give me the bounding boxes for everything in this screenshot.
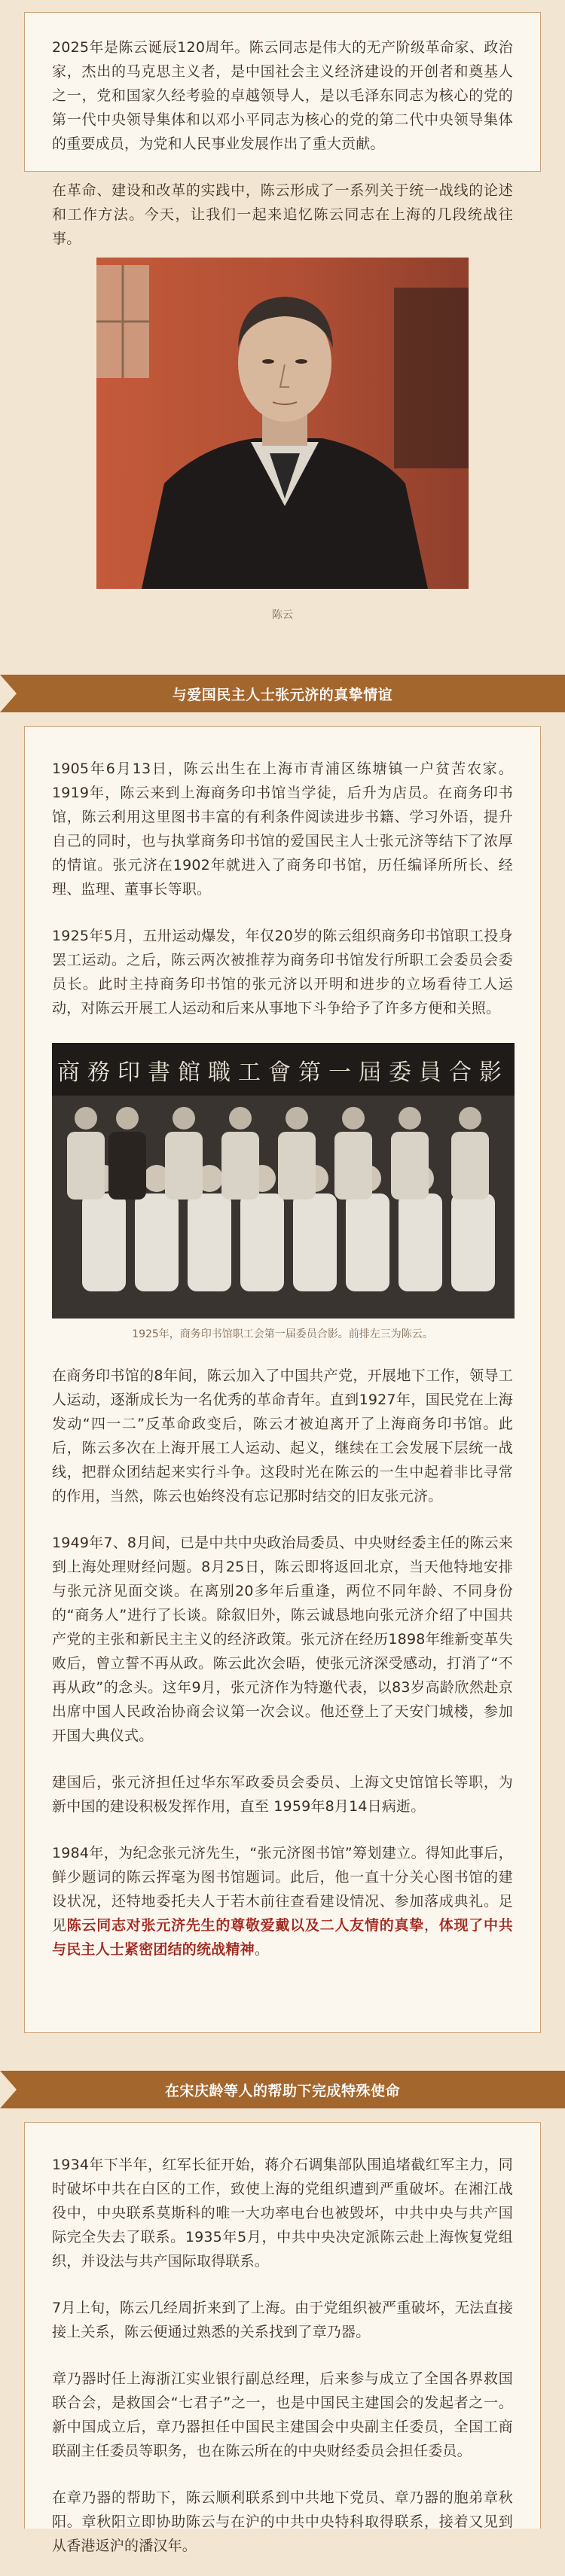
- section-1-notch: [0, 675, 17, 712]
- group-photo-banner: 商務印書館職工會第一屆委員合影: [57, 1059, 509, 1086]
- portrait-caption: 陈云: [272, 609, 293, 621]
- section-2-header: [0, 2071, 565, 2108]
- section-1-paragraph-1: 1905年6月13日，陈云出生在上海市青浦区练塘镇一户贫苦农家。1919年，陈云来到上海商务印书馆当学徒，后升为店员。在商务印书馆，陈云利用这里图书丰富的有利条件阅读进步书籍、学习外语，提升自己的同时，也与执掌商务印书馆的爱国民主人士张元济等结下了浓厚的情谊。张元济在1902年就进入了商务印书馆，历任编译所所长、经理、监理、董事长等职。: [52, 761, 513, 898]
- section-2-paragraph-4: 在章乃器的帮助下，陈云顺利联系到中共地下党员、章乃器的胞弟章秋阳。章秋阳立即协助陈云与在沪的中共中央特科取得联系，接着又见到从香港返沪的潘汉年。: [52, 2489, 513, 2554]
- section-2-paragraph-2: 7月上旬，陈云几经周折来到了上海。由于党组织被严重破坏，无法直接接上关系，陈云便通过熟悉的关系找到了章乃器。: [52, 2300, 513, 2340]
- section-1-paragraph-6: [52, 1841, 513, 1962]
- section-1-paragraph-4: 1949年7、8月间，已是中共中央政治局委员、中央财经委主任的陈云来到上海处理财经问题。8月25日，陈云即将返回北京，当天他特地安排与张元济见面交谈。在离别20多年后重逢，两位不同年龄、不同身份的“商务人”进行了长谈。除叙旧外，陈云诚恳地向张元济介绍了中国共产党的主张和新民主主义的经济政策。张元济在经历1898年维新变革失败后，曾立誓不再从政。陈云此次会晤，使张元济深受感动，打消了“不再从政”的念头。这年9月，张元济作为特邀代表，以83岁高龄欣然赴京出席中国人民政治协商会议第一次会议。他还登上了天安门城楼，参加开国大典仪式。: [52, 1535, 513, 1744]
- section-1-title: 与爱国民主人士张元济的真挚情谊: [172, 686, 393, 703]
- highlight-friendship: 陈云同志对张元济先生的尊敬爱戴以及二人友情的真挚: [66, 1917, 424, 1934]
- section-2-frame: [24, 2122, 541, 2554]
- section-1-paragraph-5: 建国后，张元济担任过华东军政委员会委员、上海文史馆馆长等职，为新中国的建设积极发挥作用，直至 1959年8月14日病逝。: [52, 1774, 513, 1815]
- group-photo-caption: 1925年，商务印书馆职工会第一届委员合影。前排左三为陈云。: [132, 1328, 433, 1340]
- section-1-header: [0, 675, 565, 712]
- paragraph-6-comma: ，: [423, 1917, 439, 1934]
- group-photo: [52, 1043, 515, 1318]
- section-2-notch: [0, 2071, 17, 2108]
- section-2-title: 在宋庆龄等人的帮助下完成特殊使命: [164, 2082, 400, 2099]
- section-2-paragraph-3: 章乃器时任上海浙江实业银行副总经理，后来参与成立了全国各界救国联合会，是救国会“七君子”之一，也是中国民主建国会的发起者之一。新中国成立后，章乃器担任中国民主建国会中央副主任委员，全国工商联副主任委员等职务，也在陈云所在的中央财经委员会担任委员。: [52, 2370, 513, 2459]
- highlight-united-front: 体现了中共与民主人士紧密团结的统战精神: [52, 1917, 513, 1958]
- section-1-paragraph-3: 在商务印书馆的8年间，陈云加入了中国共产党，开展地下工作，领导工人运动，逐渐成长为一名优秀的革命青年。直到1927年，国民党在上海发动“四一二”反革命政变后，陈云才被迫离开了上海商务印书馆。此后，陈云多次在上海开展工人运动、起义，继续在工会发展下层统一战线，把群众团结起来实行斗争。这段时光在陈云的一生中起着非比寻常的作用，当然，陈云也始终没有忘记那时结交的旧友张元济。: [52, 1367, 513, 1504]
- section-1-paragraph-2: 1925年5月，五卅运动爆发，年仅20岁的陈云组织商务印书馆职工投身罢工运动。之后，陈云两次被推荐为商务印书馆发行所职工会委员会委员长。此时主持商务印书馆的张元济以开明和进步的立场看待工人运动，对陈云开展工人运动和后来从事地下斗争给予了许多方便和关照。: [52, 928, 513, 1017]
- portrait-illustration: [96, 258, 469, 589]
- intro-paragraph-2: 在革命、建设和改革的实践中，陈云形成了一系列关于统一战线的论述和工作方法。今天，让我们一起来追忆陈云同志在上海的几段统战往事。: [52, 182, 513, 247]
- paragraph-6-end: 。: [254, 1941, 270, 1958]
- intro-frame: [24, 12, 541, 247]
- section-2-paragraph-1: 1934年下半年，红军长征开始，蒋介石调集部队围追堵截红军主力，同时破坏中共在白区的工作，致使上海的党组织遭到严重破坏。在湘江战役中，中央联系莫斯科的唯一大功率电台也被毁坏，中共中央与共产国际完全失去了联系。1935年5月，中共中央决定派陈云赴上海恢复党组织，并设法与共产国际取得联系。: [52, 2157, 513, 2270]
- section-1-frame: [24, 726, 541, 2033]
- intro-paragraph-1: 2025年是陈云诞辰120周年。陈云同志是伟大的无产阶级革命家、政治家，杰出的马克思主义者，是中国社会主义经济建设的开创者和奠基人之一，党和国家久经考验的卓越领导人，是以毛泽东同志为核心的党的第一代中央领导集体和以邓小平同志为核心的党的第二代中央领导集体的重要成员，为党和人民事业发展作出了重大贡献。: [52, 39, 513, 152]
- paragraph-6-text: 1984年，为纪念张元济先生，“张元济图书馆”筹划建立。得知此事后，鲜少题词的陈云挥毫为图书馆题词。此后，他一直十分关心图书馆的建设状况，还特地委托夫人于若木前往查看建设情况、参加落成典礼。足见: [52, 1845, 513, 1934]
- portrait-photo: [96, 258, 469, 589]
